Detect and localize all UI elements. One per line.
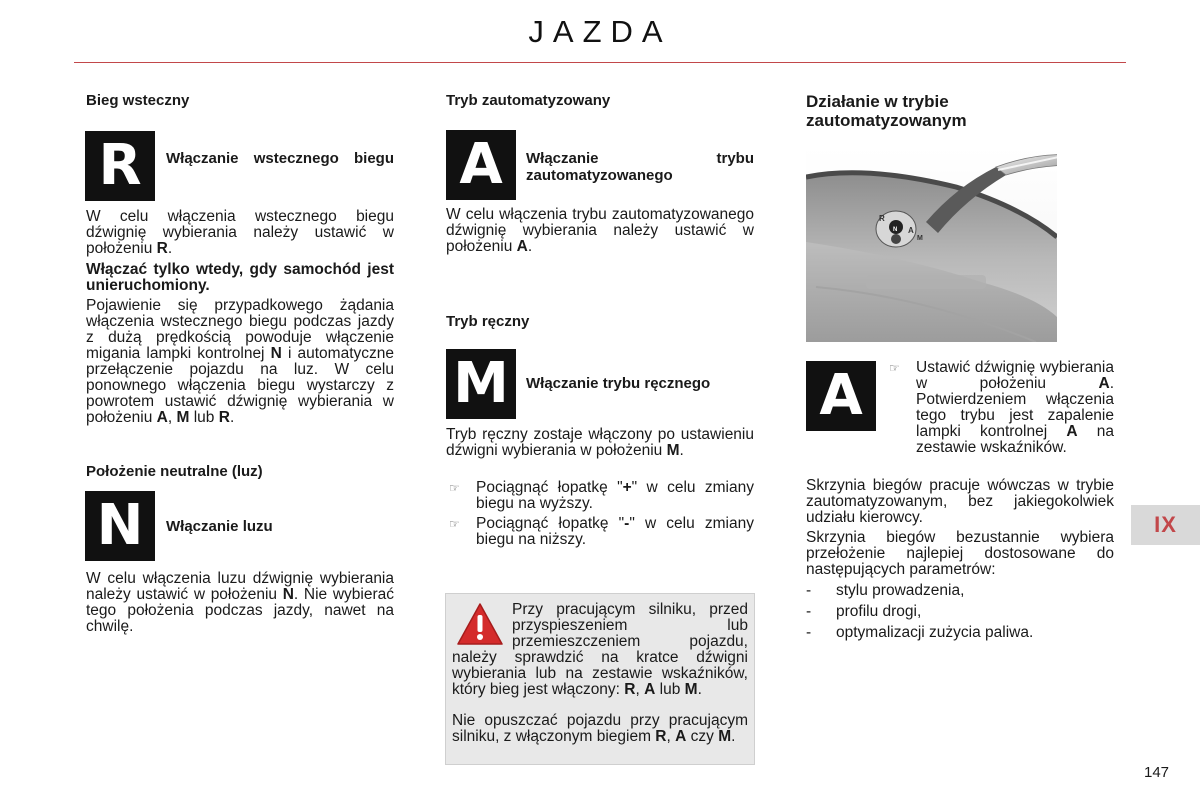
neutral-key-icon: N (85, 491, 155, 561)
dial-label-r: R (879, 214, 885, 223)
list-item: - stylu prowadzenia, (806, 582, 965, 599)
manual-key-label: Włączanie trybu ręcznego (526, 375, 711, 392)
chapter-title: JAZDA (528, 14, 672, 49)
auto-operation-key-icon: A (806, 361, 876, 431)
list-item: - profilu drogi, (806, 603, 922, 620)
heading-auto-operation: Działanie w trybie zautomatyzowanym (806, 92, 967, 130)
auto-operation-paragraph-1: Skrzynia biegów pracuje wówczas w trybie zautomatyzowanym, bez jakiegokolwiek udziału kierowcy. (806, 477, 1114, 526)
heading-neutral: Położenie neutralne (luz) (86, 463, 263, 480)
manual-bullet-downshift: ☞ Pociągnąć łopatkę "-" w celu zmiany biegu na niższy. (449, 515, 754, 548)
parameters-list (806, 582, 1116, 646)
header-rule (74, 62, 1126, 63)
manual-paragraph: Tryb ręczny zostaje włączony po ustawieniu dźwigni wybierania w położeniu M. (446, 426, 754, 459)
auto-paragraph: W celu włączenia trybu zautomatyzowanego dźwignię wybierania należy ustawić w położeniu A. (446, 206, 754, 255)
neutral-key-label: Włączanie luzu (166, 518, 273, 535)
heading-reverse-gear: Bieg wsteczny (86, 92, 190, 109)
pointing-hand-icon: ☞ (449, 517, 460, 531)
gear-selector-illustration (806, 147, 1057, 342)
chapter-tab[interactable]: IX (1131, 505, 1200, 545)
auto-key-icon: A (446, 130, 516, 200)
auto-key-label: Włączanie trybu zautomatyzowanego (526, 150, 754, 184)
warning-paragraph-2: Nie opuszczać pojazdu przy pracującym silniku, z włączonym biegiem R, A czy M. (452, 712, 748, 745)
auto-operation-paragraph-2: Skrzynia biegów bezustannie wybiera przełożenie najlepiej dostosowane do następujących parametrów: (806, 529, 1114, 578)
pointing-hand-icon: ☞ (449, 481, 460, 495)
reverse-key-icon: R (85, 131, 155, 201)
pointing-hand-icon: ☞ (889, 361, 900, 375)
page-number: 147 (1144, 764, 1170, 781)
neutral-paragraph: W celu włączenia luzu dźwignię wybierania należy ustawić w położeniu N. Nie wybierać tego położenia podczas jazdy, nawet na chwilę. (86, 570, 394, 635)
reverse-key-label: Włączanie wstecznego biegu (166, 150, 394, 167)
heading-manual-mode: Tryb ręczny (446, 313, 530, 330)
auto-operation-bullet: ☞ Ustawić dźwignię wybierania w położeniu A. Potwierdzeniem włączenia tego trybu jest zapalenie lampki kontrolnej A na zestawie wskaźników. (889, 359, 1114, 456)
warning-paragraph-1: Przy pracującym silniku, przed przyspieszeniem lub przemieszczeniem pojazdu, należy sprawdzić na kratce dźwigni wybierania lub na zestawie wskaźników, który bieg jest włączony: R, A lub M. (452, 601, 748, 698)
reverse-paragraph-2: Włączać tylko wtedy, gdy samochód jest unieruchomiony. (86, 261, 394, 294)
heading-auto-mode: Tryb zautomatyzowany (446, 92, 611, 109)
reverse-paragraph-1: W celu włączenia wstecznego biegu dźwignię wybierania należy ustawić w położeniu R. (86, 208, 394, 257)
warning-box (445, 593, 755, 765)
manual-bullet-upshift: ☞ Pociągnąć łopatkę "+" w celu zmiany biegu na wyższy. (449, 479, 754, 512)
list-item: - optymalizacji zużycia paliwa. (806, 624, 1034, 641)
dial-label-m: M (917, 235, 923, 242)
manual-key-icon: M (446, 349, 516, 419)
reverse-paragraph-3: Pojawienie się przypadkowego żądania włączenia wstecznego biegu podczas jazdy z dużą prędkością powoduje włączenie migania lampki kontrolnej N i automatyczne przełączenie pojazdu na luz. W celu ponownego włączenia biegu wystarczy z powrotem ustawić dźwignię wybierania w położeniu A, M lub R. (86, 297, 394, 426)
dial-label-n: N (893, 227, 898, 233)
dial-label-a: A (908, 226, 914, 235)
